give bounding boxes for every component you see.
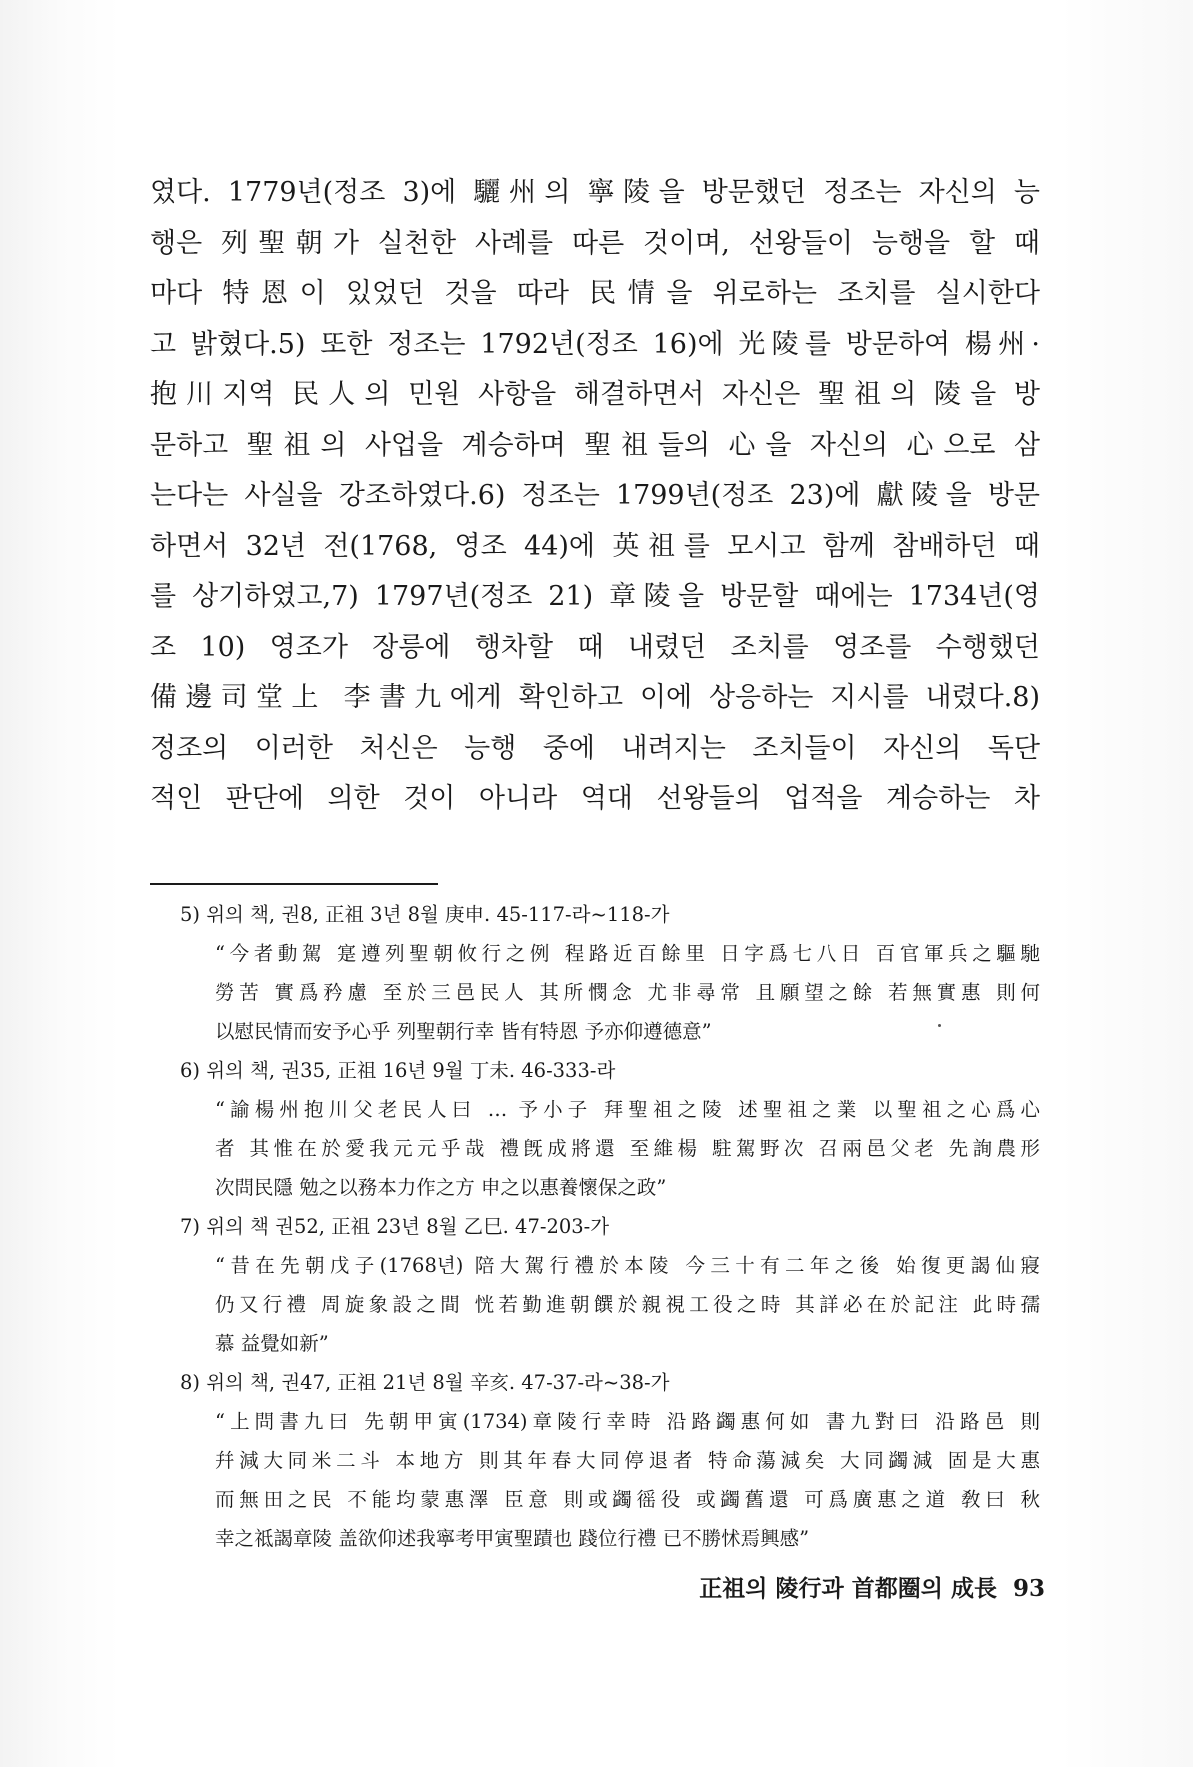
footnote-citation: 7) 위의 책 권52, 正祖 23년 8월 乙巳. 47-203-가 xyxy=(180,1215,610,1238)
body-line: 마다 特恩이 있었던 것을 따라 民情을 위로하는 조치를 실시한다 xyxy=(150,278,1040,309)
print-speck xyxy=(938,1024,941,1027)
body-line: 備邊司堂上 李書九에게 확인하고 이에 상응하는 지시를 내렸다.8) xyxy=(150,682,1040,713)
running-footer xyxy=(699,1570,1045,1603)
body-line: 를 상기하였고,7) 1797년(정조 21) 章陵을 방문할 때에는 1734년(영 xyxy=(150,581,1040,612)
body-line: 적인 판단에 의한 것이 아니라 역대 선왕들의 업적을 계승하는 차 xyxy=(150,783,1040,814)
body-line: 抱川지역 民人의 민원 사항을 해결하면서 자신은 聖祖의 陵을 방 xyxy=(150,379,1040,410)
footnote-quote-line: “今者動駕 寔遵列聖朝攸行之例 程路近百餘里 日字爲七八日 百官軍兵之驅馳 xyxy=(215,942,1040,965)
footnote-quote-line: 勞苦 實爲矜慮 至於三邑民人 其所憫念 尤非尋常 且願望之餘 若無實惠 則何 xyxy=(215,981,1040,1004)
footnote-quote-line: “昔在先朝戊子(1768년) 陪大駕行禮於本陵 今三十有二年之後 始復更謁仙寢 xyxy=(215,1254,1040,1277)
footnote-quote-line: “諭楊州抱川父老民人曰 … 予小子 拜聖祖之陵 述聖祖之業 以聖祖之心爲心 xyxy=(215,1098,1040,1121)
body-paragraph xyxy=(150,168,1040,825)
running-title: 正祖의 陵行과 首都圈의 成長 xyxy=(699,1575,997,1602)
body-line: 조 10) 영조가 장릉에 행차할 때 내렸던 조치를 영조를 수행했던 xyxy=(150,631,1040,663)
body-line: 행은 列聖朝가 실천한 사례를 따른 것이며, 선왕들이 능행을 할 때 xyxy=(150,227,1040,259)
page-number: 93 xyxy=(1012,1575,1045,1602)
body-line: 고 밝혔다.5) 또한 정조는 1792년(정조 16)에 光陵를 방문하여 楊州· xyxy=(150,328,1040,360)
footnote-quote-line: 幷減大同米二斗 本地方 則其年春大同停退者 特命蕩減矣 大同蠲減 固是大惠 xyxy=(215,1449,1040,1472)
footnote-quote-line: 慕 益覺如新” xyxy=(215,1332,329,1355)
body-line: 였다. 1779년(정조 3)에 驪州의 寧陵을 방문했던 정조는 자신의 능 xyxy=(150,177,1040,208)
footnote-separator-rule xyxy=(150,883,438,885)
footnote-quote-line: 以慰民情而安予心乎 列聖朝行幸 皆有特恩 予亦仰遵德意” xyxy=(215,1020,712,1043)
body-line: 정조의 이러한 처신은 능행 중에 내려지는 조치들이 자신의 독단 xyxy=(150,732,1040,764)
footnote-quote-line: “上問書九曰 先朝甲寅(1734)章陵行幸時 沿路蠲惠何如 書九對曰 沿路邑 則 xyxy=(215,1410,1040,1433)
footnote-citation: 5) 위의 책, 권8, 正祖 3년 8월 庚申. 45-117-라~118-가 xyxy=(180,903,670,926)
footnote-quote-line: 次問民隱 勉之以務本力作之方 申之以惠養懷保之政” xyxy=(215,1176,667,1199)
footnote-8 xyxy=(150,1363,1040,1558)
footnote-quote-line: 而無田之民 不能均蒙惠澤 臣意 則或蠲徭役 或蠲舊還 可爲廣惠之道 敎曰 秋 xyxy=(215,1488,1040,1511)
footnote-quote-line: 者 其惟在於愛我元元乎哉 禮旣成將還 至維楊 駐駕野次 召兩邑父老 先詢農形 xyxy=(215,1137,1040,1160)
footnotes-section xyxy=(150,895,1040,1558)
footnote-quote-line: 幸之祗謁章陵 盖欲仰述我寧考甲寅聖蹟也 踐位行禮 已不勝怵焉興感” xyxy=(215,1527,810,1550)
body-line: 하면서 32년 전(1768, 영조 44)에 英祖를 모시고 함께 참배하던 때 xyxy=(150,530,1040,562)
footnote-7 xyxy=(150,1207,1040,1363)
footnote-6 xyxy=(150,1051,1040,1207)
footnote-citation: 6) 위의 책, 권35, 正祖 16년 9월 丁未. 46-333-라 xyxy=(180,1059,616,1082)
footnote-5 xyxy=(150,895,1040,1051)
footnote-citation: 8) 위의 책, 권47, 正祖 21년 8월 辛亥. 47-37-라~38-가 xyxy=(180,1371,670,1394)
footnote-quote-line: 仍又行禮 周旋象設之間 恍若勤進朝饌於親視工役之時 其詳必在於記注 此時孺 xyxy=(215,1293,1040,1316)
body-line: 는다는 사실을 강조하였다.6) 정조는 1799년(정조 23)에 獻陵을 방문 xyxy=(150,480,1040,511)
body-line: 문하고 聖祖의 사업을 계승하며 聖祖들의 心을 자신의 心으로 삼 xyxy=(150,429,1040,461)
